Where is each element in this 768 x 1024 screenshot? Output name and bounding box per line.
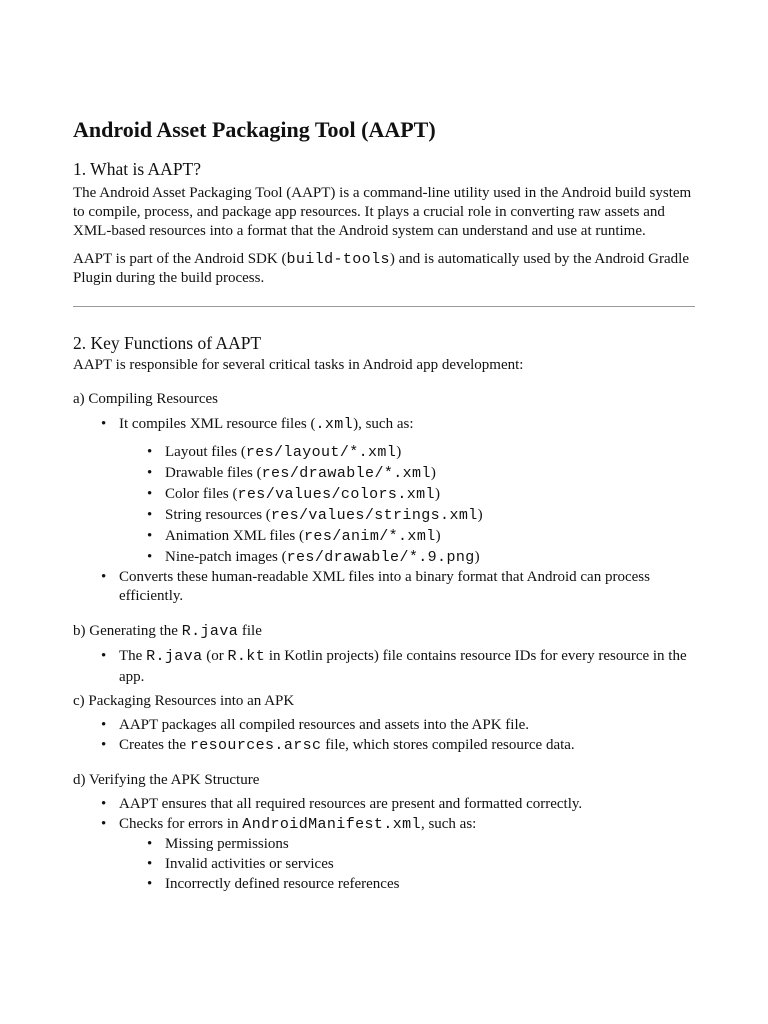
inline-code: AndroidManifest.xml: [242, 816, 421, 833]
text: ): [396, 444, 402, 460]
list-item: [165, 464, 695, 483]
manifest-errors-list: [119, 835, 695, 894]
subsection-c-heading: c) Packaging Resources into an APK: [73, 693, 295, 709]
list-item: [165, 527, 695, 546]
list-item: [119, 415, 695, 567]
text: Drawable files (: [165, 465, 262, 481]
list-item: • Missing permissions: [165, 835, 695, 854]
list-item: • Incorrectly defined resource references: [165, 875, 695, 894]
inline-code: res/drawable/*.9.png: [286, 549, 475, 566]
subsection-b-heading: [73, 622, 695, 641]
text: , such as:: [420, 816, 477, 832]
subsection-a-heading: a) Compiling Resources: [73, 391, 218, 407]
subsection-c-list: [73, 716, 695, 755]
section-divider: [73, 306, 695, 307]
text: in Kotlin projects) file contains resource IDs for every resource in the app.: [119, 648, 687, 685]
text: It compiles XML resource files (: [119, 416, 316, 432]
list-item: [165, 506, 695, 525]
text: ): [430, 465, 436, 481]
list-item: [165, 443, 695, 462]
list-item: [119, 736, 695, 755]
section1-paragraph-2: [73, 250, 695, 288]
text: Nine-patch images (: [165, 549, 287, 565]
text: Animation XML files (: [165, 528, 305, 544]
section1-heading: 1. What is AAPT?: [73, 159, 202, 179]
text: b) Generating the: [73, 623, 182, 639]
list-item: [165, 548, 695, 567]
inline-code: res/values/colors.xml: [237, 486, 435, 503]
page-title: Android Asset Packaging Tool (AAPT): [73, 117, 436, 142]
inline-code: res/layout/*.xml: [245, 444, 397, 461]
subsection-d-heading: d) Verifying the APK Structure: [73, 772, 260, 788]
list-item: • AAPT ensures that all required resources are present and formatted correctly.: [119, 795, 695, 814]
text: (or: [202, 648, 228, 664]
text: ): [474, 549, 480, 565]
list-item: • Invalid activities or services: [165, 855, 695, 874]
text: String resources (: [165, 507, 271, 523]
text: Layout files (: [165, 444, 246, 460]
section2-heading: 2. Key Functions of AAPT: [73, 333, 262, 353]
text: Checks for errors in: [119, 816, 243, 832]
inline-code: resources.arsc: [189, 737, 322, 754]
section2-intro: AAPT is responsible for several critical tasks in Android app development:: [73, 357, 524, 373]
inline-code: res/drawable/*.xml: [261, 465, 431, 482]
list-item: [165, 485, 695, 504]
inline-code: R.java: [181, 623, 239, 640]
list-item: [119, 815, 695, 894]
text: Creates the: [119, 737, 190, 753]
text: AAPT is part of the Android SDK (: [73, 251, 287, 267]
inline-code: res/values/strings.xml: [270, 507, 478, 524]
inline-code: .xml: [315, 416, 354, 433]
text: ): [477, 507, 483, 523]
text: file, which stores compiled resource data.: [321, 737, 575, 753]
text: ): [434, 486, 440, 502]
text: file: [238, 623, 262, 639]
inline-code: R.kt: [227, 648, 266, 665]
list-item: • Converts these human-readable XML files into a binary format that Android can process efficiently.: [119, 568, 695, 606]
text: The: [119, 648, 147, 664]
list-item: [119, 646, 695, 688]
list-item: • AAPT packages all compiled resources and assets into the APK file.: [119, 716, 695, 735]
subsection-b-list: [73, 646, 695, 688]
subsection-a-list: [73, 415, 695, 606]
inline-code: R.java: [146, 648, 203, 665]
section1-paragraph-1: The Android Asset Packaging Tool (AAPT) is a command-line utility used in the Android build system to compile, process, and package app resources. It plays a crucial role in converting raw assets and XML-based resources into a format that the Android system can understand and use at runtime.: [73, 185, 692, 239]
text: ), such as:: [353, 416, 414, 432]
inline-code: res/anim/*.xml: [304, 528, 436, 545]
text: ): [435, 528, 441, 544]
text: Color files (: [165, 486, 238, 502]
subsection-d-list: [73, 795, 695, 894]
resource-types-list: [119, 443, 695, 567]
document-page: [73, 112, 695, 894]
text: ) and is automatically used by the Android Gradle Plugin during the build process.: [73, 251, 689, 286]
inline-code-build-tools: build-tools: [286, 251, 390, 268]
